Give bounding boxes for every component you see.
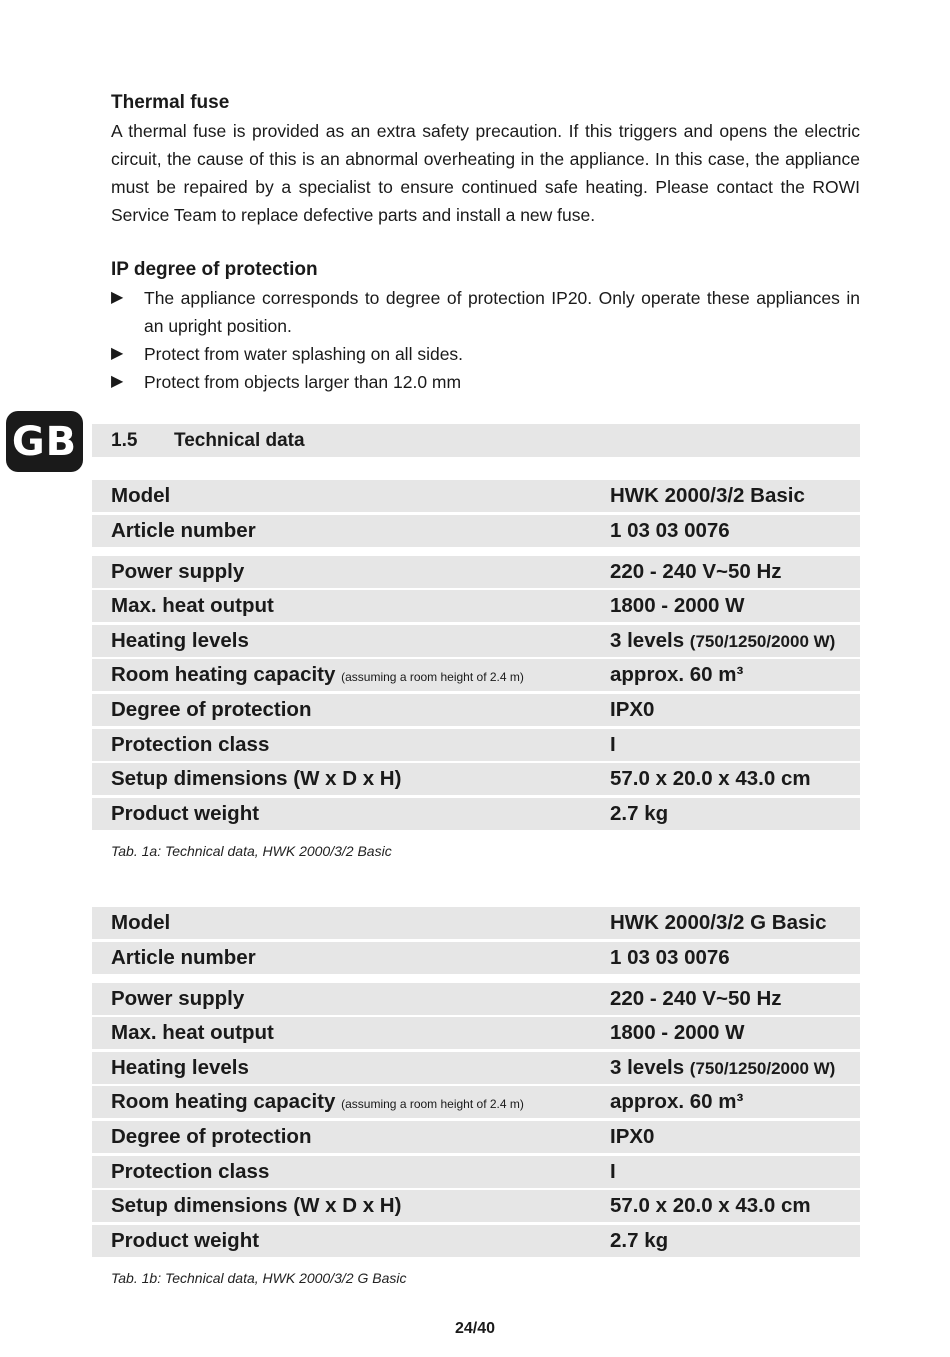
product-weight-label: Product weight — [111, 1228, 260, 1252]
protection-class-value: I — [610, 1159, 616, 1183]
table-row — [92, 659, 860, 691]
power-supply-label: Power supply — [111, 986, 245, 1010]
table-a-caption: Tab. 1a: Technical data, HWK 2000/3/2 Basic — [111, 843, 392, 859]
table-row — [92, 798, 860, 830]
ip-protection-heading: IP degree of protection — [111, 259, 318, 280]
technical-data-table-a — [92, 480, 860, 832]
table-row — [92, 1121, 860, 1153]
power-supply-value: 220 - 240 V~50 Hz — [610, 986, 782, 1010]
table-row — [92, 480, 860, 512]
setup-dimensions-label: Setup dimensions (W x D x H) — [111, 1194, 402, 1218]
section-title: Technical data — [174, 429, 305, 451]
section-heading-bar — [92, 424, 860, 457]
section-number: 1.5 — [111, 429, 138, 451]
list-item: ▶ Protect from objects larger than 12.0 mm — [111, 368, 860, 396]
heat-output-value: 1800 - 2000 W — [610, 1021, 745, 1045]
table-row — [92, 1156, 860, 1188]
product-weight-value: 2.7 kg — [610, 1228, 669, 1252]
page-number: 24/40 — [454, 1320, 496, 1337]
model-value: HWK 2000/3/2 G Basic — [610, 911, 827, 934]
table-row — [92, 590, 860, 622]
degree-of-protection-value: IPX0 — [610, 1124, 655, 1148]
table-row — [92, 1052, 860, 1084]
heating-levels-value: 3 levels (750/1250/2000 W) — [610, 628, 836, 652]
degree-of-protection-value: IPX0 — [610, 697, 655, 721]
bullet-arrow-icon: ▶ — [111, 289, 124, 306]
degree-of-protection-label: Degree of protection — [111, 1124, 312, 1148]
heating-levels-note: (750/1250/2000 W) — [689, 631, 836, 651]
table-row — [92, 942, 860, 974]
setup-dimensions-value: 57.0 x 20.0 x 43.0 cm — [610, 767, 811, 791]
table-row — [92, 1086, 860, 1118]
power-supply-label: Power supply — [111, 559, 245, 583]
product-weight-value: 2.7 kg — [610, 801, 669, 825]
setup-dimensions-label: Setup dimensions (W x D x H) — [111, 767, 402, 791]
bullet-arrow-icon: ▶ — [111, 345, 124, 362]
thermal-fuse-text: A thermal fuse is provided as an extra safety precaution. If this triggers and opens the electric circuit, the cause of this is an abnormal overheating in the appliance. In this case, the appliance must be repaired by a specialist to ensure continued safe heating. Please contact the ROWI Service Team to replace defective parts and install a new fuse. — [111, 121, 860, 225]
thermal-fuse-section — [111, 89, 860, 229]
protection-class-value: I — [610, 732, 616, 756]
room-capacity-note: (assuming a room height of 2.4 m) — [341, 670, 524, 685]
table-row — [92, 729, 860, 761]
room-capacity-value: approx. 60 m³ — [610, 1090, 744, 1114]
room-capacity-label: Room heating capacity (assuming a room height of 2.4 m) — [111, 1090, 524, 1114]
power-supply-value: 220 - 240 V~50 Hz — [610, 559, 782, 583]
heating-levels-label: Heating levels — [111, 1055, 249, 1079]
table-row — [92, 907, 860, 939]
table-b-caption: Tab. 1b: Technical data, HWK 2000/3/2 G Basic — [111, 1270, 407, 1286]
table-row — [92, 556, 860, 588]
table-row — [92, 763, 860, 795]
protection-class-label: Protection class — [111, 1159, 270, 1183]
heat-output-label: Max. heat output — [111, 1021, 274, 1045]
heat-output-label: Max. heat output — [111, 594, 274, 618]
article-number-value: 1 03 03 0076 — [610, 518, 730, 542]
heating-levels-note: (750/1250/2000 W) — [689, 1058, 836, 1078]
language-tab-gb: GB — [6, 411, 83, 472]
room-capacity-value: approx. 60 m³ — [610, 663, 744, 687]
table-row — [92, 1225, 860, 1257]
bullet-arrow-icon: ▶ — [111, 373, 124, 390]
technical-data-table-b — [92, 907, 860, 1259]
model-label: Model — [111, 484, 171, 507]
ip-protection-section — [111, 256, 860, 396]
article-number-label: Article number — [111, 945, 256, 969]
protection-class-label: Protection class — [111, 732, 270, 756]
article-number-label: Article number — [111, 518, 256, 542]
degree-of-protection-label: Degree of protection — [111, 697, 312, 721]
table-row — [92, 1017, 860, 1049]
table-row — [92, 515, 860, 547]
table-row — [92, 983, 860, 1015]
heat-output-value: 1800 - 2000 W — [610, 594, 745, 618]
product-weight-label: Product weight — [111, 801, 260, 825]
ip-protection-list — [111, 284, 860, 396]
table-row — [92, 1190, 860, 1222]
table-row — [92, 625, 860, 657]
list-item: ▶ Protect from water splashing on all sides. — [111, 340, 860, 368]
list-item: ▶ The appliance corresponds to degree of protection IP20. Only operate these appliances in an upright position. — [111, 284, 860, 340]
article-number-value: 1 03 03 0076 — [610, 945, 730, 969]
table-row — [92, 694, 860, 726]
thermal-fuse-heading: Thermal fuse — [111, 92, 230, 113]
model-label: Model — [111, 911, 171, 934]
heating-levels-value: 3 levels (750/1250/2000 W) — [610, 1055, 836, 1079]
heating-levels-label: Heating levels — [111, 628, 249, 652]
model-value: HWK 2000/3/2 Basic — [610, 484, 805, 507]
room-capacity-label: Room heating capacity (assuming a room height of 2.4 m) — [111, 663, 524, 687]
setup-dimensions-value: 57.0 x 20.0 x 43.0 cm — [610, 1194, 811, 1218]
room-capacity-note: (assuming a room height of 2.4 m) — [341, 1097, 524, 1112]
